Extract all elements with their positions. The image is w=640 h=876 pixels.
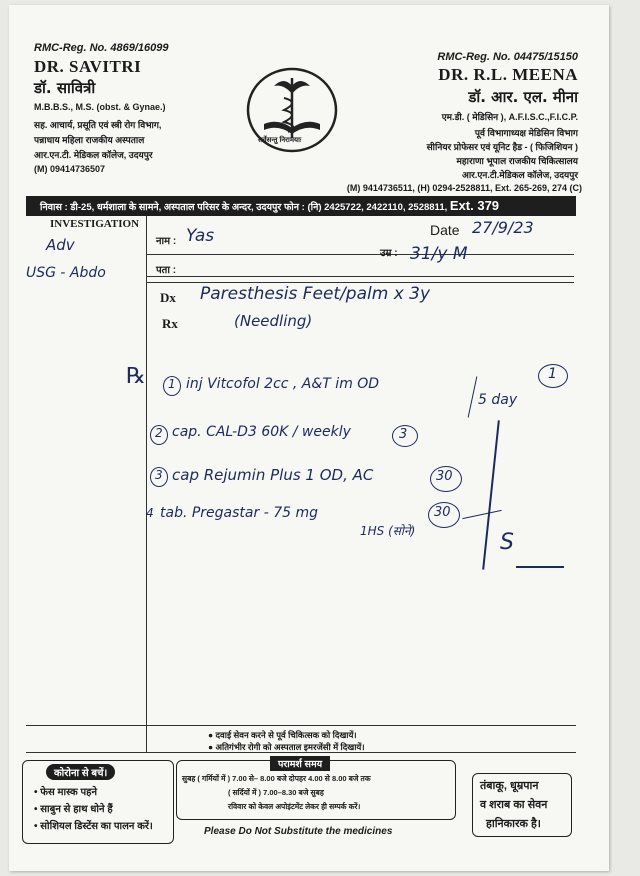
tobacco-line-3: हानिकारक है। [486, 818, 541, 830]
timing-line-1: सुबह ( गर्मियों में ) 7.00 से– 8.00 बजे दोपहर 4.00 से 8.00 बजे तक [182, 774, 371, 783]
handwritten-age: 31/y M [410, 244, 468, 264]
name-underline [146, 254, 574, 255]
left-doctor-qualification: M.B.B.S., M.S. (obst. & Gynae.) [34, 102, 166, 112]
med1-line: inj Vitcofol 2cc , A&T im OD [186, 376, 380, 392]
investigation-label: INVESTIGATION [50, 218, 140, 230]
med1-number: 1 [168, 377, 176, 391]
corona-tip-3: • सोशियल डिस्टेंस का पालन करें। [34, 821, 153, 832]
address-label: पता : [156, 265, 177, 276]
signature-underline [516, 566, 564, 568]
corona-tip-1-text: फेस मास्क पहने [40, 787, 97, 798]
handwritten-date: 27/9/23 [472, 218, 534, 237]
timing-title: परामर्श समय [270, 756, 330, 771]
address-ext: Ext. 379 [449, 198, 500, 213]
left-doctor-name-hindi: डॉ. सावित्री [34, 79, 96, 97]
corona-title: कोरोना से बचें। [46, 764, 115, 780]
left-doctor-mobile: (M) 09414736507 [34, 164, 106, 174]
form-separator [146, 282, 574, 283]
dx-symbol: Dx [160, 290, 176, 305]
tobacco-line-1: तंबाकू, धूम्रपान [480, 780, 539, 792]
med2-number: 2 [155, 426, 163, 440]
address-text: निवास : डी-25, धर्मशाला के सामने, अस्पताल परिसर के अन्दर, उदयपुर फोन : (नि) 2425722, 2422110, 2528811, [40, 202, 448, 213]
corona-tip-2: • साबुन से हाथ धोने हैं [34, 804, 113, 815]
tobacco-line-2: व शराब का सेवन [480, 799, 548, 811]
no-substitute-note: Please Do Not Substitute the medicines [204, 826, 393, 837]
timing-line-2: ( सर्दियों में ) 7.00–8.30 बजे सुबह [228, 788, 324, 797]
handwritten-rx-mark: ℞ [126, 364, 146, 389]
notes-top-line [26, 725, 576, 726]
med1-qty: 1 [548, 366, 557, 382]
right-doctor-line2: सीनियर प्रोफेसर एवं यूनिट हैड - ( फिजिशियन ) [426, 142, 578, 152]
column-divider [146, 216, 147, 752]
corona-tip-3-text: सोशियल डिस्टेंस का पालन करें। [40, 821, 153, 832]
corona-tip-2-text: साबुन से हाथ धोने हैं [40, 804, 113, 815]
med2-line: cap. CAL-D3 60K / weekly [172, 424, 351, 440]
corona-tip-1: • फेस मास्क पहने [34, 787, 97, 798]
handwritten-investigation: USG - Abdo [26, 265, 106, 281]
handwritten-diagnosis-note: (Needling) [234, 312, 313, 330]
left-doctor-reg: RMC-Reg. No. 4869/16099 [34, 42, 169, 54]
logo-motto: सर्वेसन्तु निरामयाः [258, 137, 302, 144]
right-doctor-name: DR. R.L. MEENA [438, 65, 578, 84]
med2-qty: 3 [399, 427, 408, 442]
right-doctor-name-hindi: डॉ. आर. एल. मीना [468, 88, 578, 106]
med4-dose: 1HS (सोने) [360, 524, 416, 538]
right-doctor-line3: महाराणा भूपाल राजकीय चिकित्सालय [456, 156, 578, 166]
left-doctor-line2: पन्नाधाय महिला राजकीय अस्पताल [34, 135, 145, 145]
left-doctor-line3: आर.एन.टी. मेडिकल कॉलेज, उदयपुर [34, 150, 153, 160]
name-label: नाम : [156, 236, 177, 247]
note-1-text: दवाई सेवन करने से पूर्व चिकित्सक को दिखायें। [215, 730, 357, 740]
note-2: ● अतिगंभीर रोगी को अस्पताल इमरजेंसी में दिखायें। [208, 742, 365, 752]
left-doctor-line1: सह. आचार्य, प्रसूति एवं स्त्री रोग विभाग, [34, 120, 162, 130]
date-label: Date [430, 222, 460, 238]
med4-number: 4 [146, 506, 154, 520]
caduceus-logo [244, 64, 340, 160]
med4-qty: 30 [434, 505, 451, 520]
rx-symbol: Rx [162, 316, 178, 331]
handwritten-advice: Adv [46, 236, 75, 254]
med3-line: cap Rejumin Plus 1 OD, AC [172, 466, 374, 484]
med3-number: 3 [155, 468, 163, 482]
timing-line-3: रविवार को केवल अपोइंटमेंट लेकर ही सम्पर्क करें। [228, 802, 361, 811]
handwritten-patient-name: Yas [186, 226, 215, 246]
note-1: ● दवाई सेवन करने से पूर्व चिकित्सक को दिखायें। [208, 730, 357, 740]
right-doctor-line1: पूर्व विभागाध्यक्ष मेडिसिन विभाग [474, 128, 578, 138]
med3-qty: 30 [436, 469, 453, 484]
med4-line: tab. Pregastar - 75 mg [160, 505, 318, 521]
handwritten-diagnosis: Paresthesis Feet/palm x 3y [200, 284, 431, 304]
right-doctor-reg: RMC-Reg. No. 04475/15150 [437, 51, 578, 63]
address-underline [146, 276, 574, 277]
note-2-text: अतिगंभीर रोगी को अस्पताल इमरजेंसी में दिखायें। [215, 742, 365, 752]
right-doctor-line4: आर.एन.टी.मेडिकल कॉलेज, उदयपुर [461, 170, 578, 180]
right-doctor-qualification: एम.डी. ( मेडिसिन ), A.F.I.S.C.,F.I.C.P. [441, 112, 578, 122]
signature-initial: S [500, 530, 514, 555]
left-doctor-name: DR. SAVITRI [34, 57, 142, 76]
address-bar [26, 196, 576, 216]
age-label: उम्र : [380, 248, 398, 259]
right-doctor-phones: (M) 9414736511, (H) 0294-2528811, Ext. 265-269, 274 (C) [346, 183, 582, 193]
med1-duration: 5 day [478, 392, 518, 408]
